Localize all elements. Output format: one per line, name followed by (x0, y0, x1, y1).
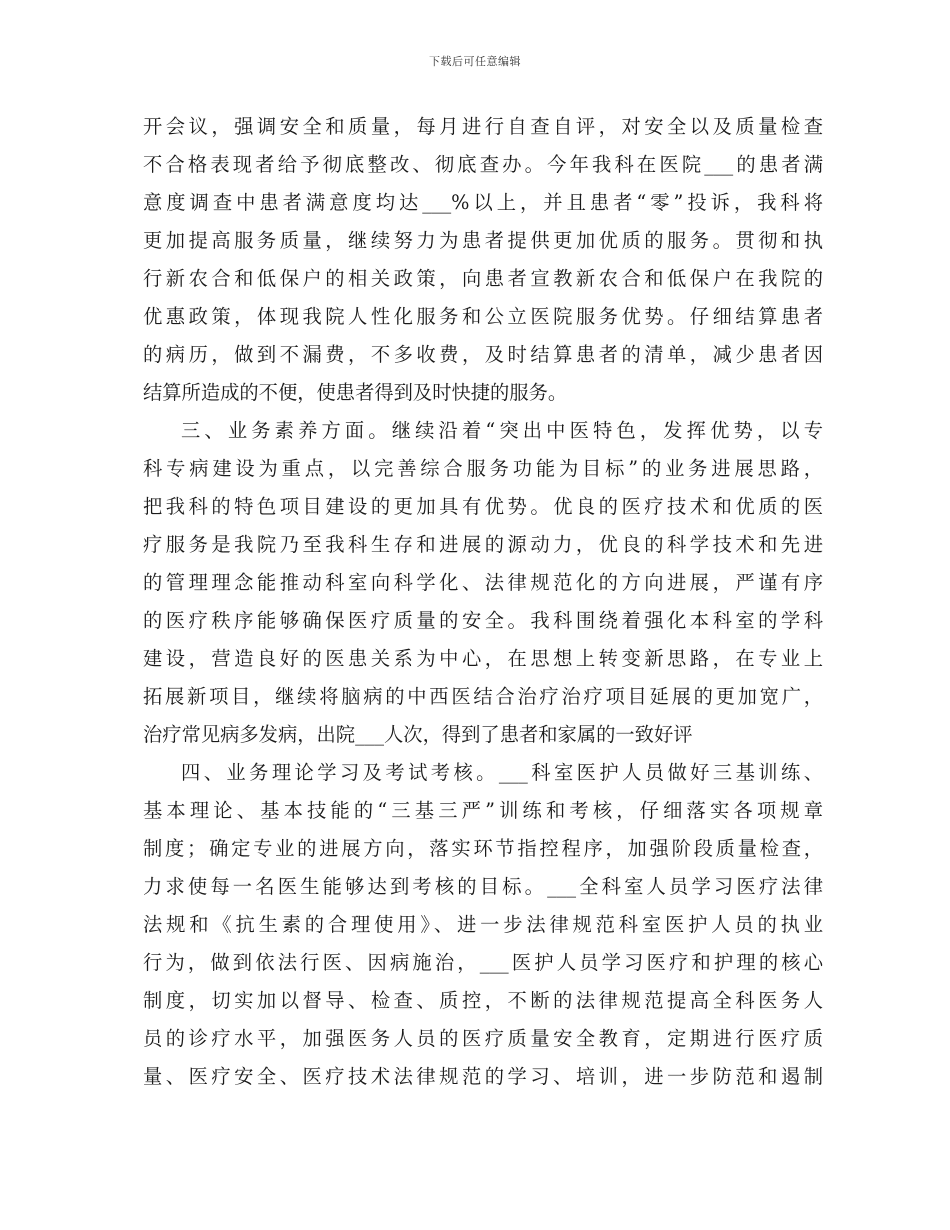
text-line: 法规和《抗生素的合理使用》、进一步法律规范科室医护人员的执业 (143, 913, 823, 936)
text-line: 力求使每一名医生能够达到考核的目标。___全科室人员学习医疗法律 (143, 875, 823, 898)
text-line: 拓展新项目，继续将脑病的中西医结合治疗治疗项目延展的更加宽广， (143, 685, 823, 708)
text-line: 制度；确定专业的进展方向，落实环节指控程序，加强阶段质量检查， (143, 837, 823, 860)
text-line: 建设，营造良好的医患关系为中心，在思想上转变新思路，在专业上 (143, 647, 823, 670)
text-line: 疗服务是我院乃至我科生存和进展的源动力，优良的科学技术和先进 (143, 533, 823, 556)
text-line: 四、业务理论学习及考试考核。___科室医护人员做好三基训练、 (181, 761, 823, 784)
document-body (143, 108, 823, 1096)
text-line: 行新农合和低保户的相关政策，向患者宣教新农合和低保户在我院的 (143, 267, 823, 290)
paragraph-service-quality (143, 108, 823, 412)
text-line: 科专病建设为重点，以完善综合服务功能为目标”的业务进展思路， (143, 457, 823, 480)
text-line: 治疗常见病多发病，出院___人次，得到了患者和家属的一致好评 (143, 723, 693, 746)
text-line: 结算所造成的不便，使患者得到及时快捷的服务。 (143, 381, 568, 404)
text-line: 开会议，强调安全和质量，每月进行自查自评，对安全以及质量检查 (143, 115, 823, 138)
text-line: 基本理论、基本技能的“三基三严”训练和考核，仔细落实各项规章 (143, 799, 823, 822)
text-line: 三、业务素养方面。继续沿着“突出中医特色，发挥优势，以专 (181, 419, 823, 442)
text-line: 优惠政策，体现我院人性化服务和公立医院服务优势。仔细结算患者 (143, 305, 823, 328)
text-line: 不合格表现者给予彻底整改、彻底查办。今年我科在医院___的患者满 (143, 153, 823, 176)
text-line: 把我科的特色项目建设的更加具有优势。优良的医疗技术和优质的医 (143, 495, 823, 518)
text-line: 量、医疗安全、医疗技术法律规范的学习、培训，进一步防范和遏制 (143, 1065, 823, 1088)
paragraph-professional-quality (143, 412, 823, 754)
text-line: 更加提高服务质量，继续努力为患者提供更加优质的服务。贯彻和执 (143, 229, 823, 252)
text-line: 行为，做到依法行医、因病施治，___医护人员学习医疗和护理的核心 (143, 951, 823, 974)
text-line: 的病历，做到不漏费，不多收费，及时结算患者的清单，减少患者因 (143, 343, 823, 366)
text-line: 制度，切实加以督导、检查、质控，不断的法律规范提高全科医务人 (143, 989, 823, 1012)
text-line: 员的诊疗水平，加强医务人员的医疗质量安全教育，定期进行医疗质 (143, 1027, 823, 1050)
page-header: 下载后可任意编辑 (429, 55, 521, 68)
paragraph-theory-study (143, 754, 823, 1096)
text-line: 的医疗秩序能够确保医疗质量的安全。我科围绕着强化本科室的学科 (143, 609, 823, 632)
text-line: 的管理理念能推动科室向科学化、法律规范化的方向进展，严谨有序 (143, 571, 823, 594)
text-line: 意度调查中患者满意度均达___%以上，并且患者“零”投诉，我科将 (143, 191, 823, 214)
